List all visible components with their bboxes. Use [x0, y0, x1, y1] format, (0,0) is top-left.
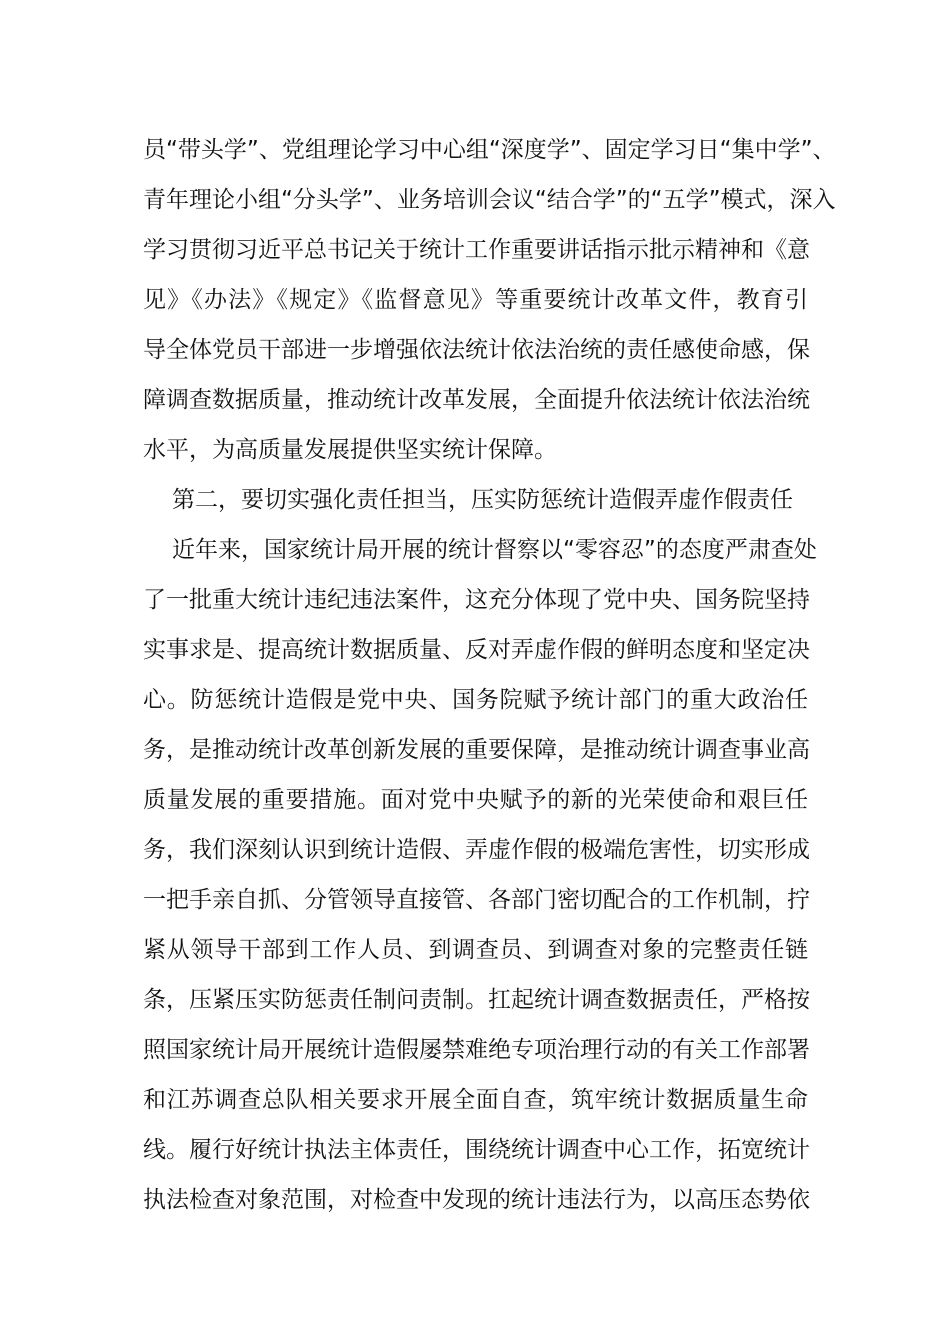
text-line-15: 务，我们深刻认识到统计造假、弄虚作假的极端危害性，切实形成	[143, 837, 810, 863]
text-line-3: 学习贯彻习近平总书记关于统计工作重要讲话指示批示精神和《意	[143, 237, 810, 263]
text-line-6: 障调查数据质量，推动统计改革发展，全面提升依法统计依法治统	[143, 387, 810, 413]
text-line-16: 一把手亲自抓、分管领导直接管、各部门密切配合的工作机制，拧	[143, 887, 810, 913]
text-line-5: 导全体党员干部进一步增强依法统计依法治统的责任感使命感，保	[143, 337, 810, 363]
text-line-12: 心。防惩统计造假是党中央、国务院赋予统计部门的重大政治任	[143, 687, 808, 713]
text-line-14: 质量发展的重要措施。面对党中央赋予的新的光荣使命和艰巨任	[143, 787, 808, 813]
text-line-1: 员“带头学”、党组理论学习中心组“深度学”、固定学习日“集中学”、	[143, 137, 836, 163]
text-line-19: 照国家统计局开展统计造假屡禁难绝专项治理行动的有关工作部署	[143, 1037, 810, 1063]
text-line-22: 执法检查对象范围，对检查中发现的统计违法行为，以高压态势依	[143, 1187, 810, 1213]
text-line-11: 实事求是、提高统计数据质量、反对弄虚作假的鲜明态度和坚定决	[143, 637, 810, 663]
text-line-7: 水平，为高质量发展提供坚实统计保障。	[143, 437, 557, 463]
text-line-9: 近年来，国家统计局开展的统计督察以“零容忍”的态度严肃查处	[172, 537, 817, 563]
text-line-13: 务，是推动统计改革创新发展的重要保障，是推动统计调查事业高	[143, 737, 810, 763]
text-line-21: 线。履行好统计执法主体责任，围绕统计调查中心工作，拓宽统计	[143, 1137, 810, 1163]
text-line-17: 紧从领导干部到工作人员、到调查员、到调查对象的完整责任链	[143, 937, 808, 963]
text-line-18: 条，压紧压实防惩责任制问责制。扛起统计调查数据责任，严格按	[143, 987, 810, 1013]
text-line-4: 见》《办法》《规定》《监督意见》等重要统计改革文件，教育引	[143, 287, 808, 313]
text-line-2: 青年理论小组“分头学”、业务培训会议“结合学”的“五学”模式，深入	[143, 187, 836, 213]
text-line-10: 了一批重大统计违纪违法案件，这充分体现了党中央、国务院坚持	[143, 587, 810, 613]
text-line-20: 和江苏调查总队相关要求开展全面自查，筑牢统计数据质量生命	[143, 1087, 808, 1113]
section-heading: 第二，要切实强化责任担当，压实防惩统计造假弄虚作假责任	[172, 487, 793, 513]
